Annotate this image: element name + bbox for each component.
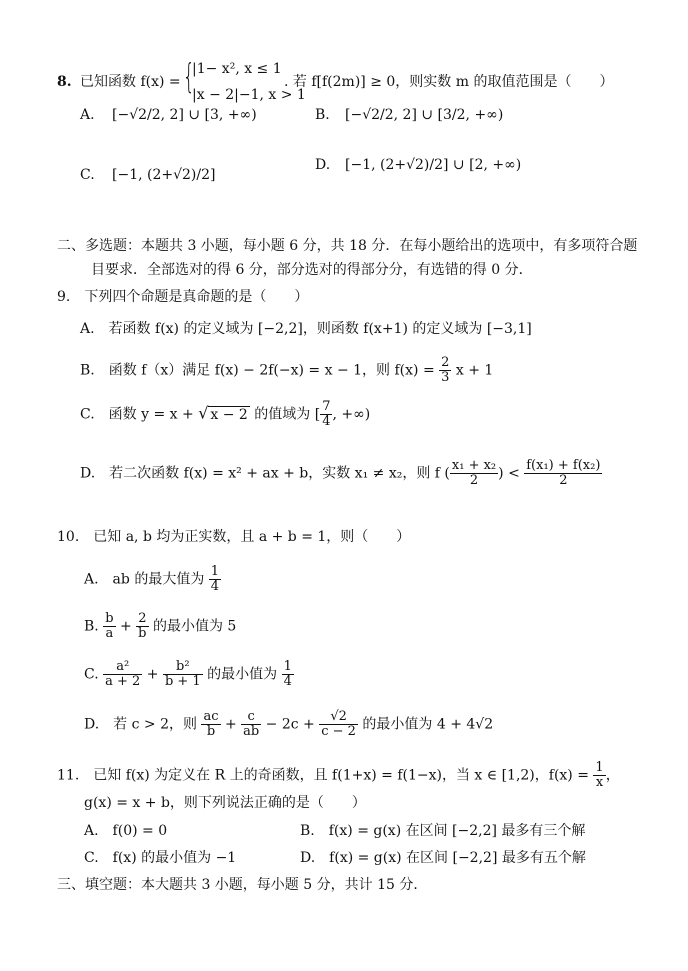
- q9-b-fraction: [439, 356, 451, 385]
- q9-d-prefix: D. 若二次函数 f(x) = x² + ax + b，实数 x₁ ≠ x₂，则 f: [80, 465, 440, 482]
- q10-c-frac2-den: b + 1: [164, 674, 201, 689]
- q8-case-brace: {: [182, 57, 195, 97]
- q11-stem-end: ，: [605, 767, 620, 784]
- q10-option-d: [84, 710, 493, 739]
- q10-b-fraction2: [136, 612, 148, 641]
- q9-d-less-than: <: [508, 465, 520, 482]
- q10-d-middle: − 2c +: [265, 716, 315, 733]
- q11-option-d: D. f(x) = g(x) 在区间 [−2,2] 最多有五个解: [300, 850, 586, 866]
- q9-c-frac-den: 4: [322, 414, 331, 429]
- q9-d-frac1-den: 2: [450, 473, 498, 488]
- section2-heading-line2: 目要求．全部选对的得 6 分，部分选对的得部分分，有选错的得 0 分．: [91, 262, 533, 278]
- q9-stem: 9. 下列四个命题是真命题的是（ ）: [57, 289, 309, 305]
- q10-b-suffix: 的最小值为 5: [152, 618, 237, 635]
- q10-c-fraction1: [103, 660, 142, 689]
- q10-c-fraction2: [163, 660, 203, 689]
- q9-c-radicand: x − 2: [210, 406, 248, 423]
- q10-c-frac2-num: b²: [176, 659, 190, 674]
- q10-d-frac2-num: c: [247, 709, 255, 724]
- q10-a-frac-den: 4: [210, 579, 220, 594]
- q9-option-d: [80, 459, 602, 488]
- q10-b-frac2-den: b: [138, 626, 147, 641]
- q9-d-frac1-num: x₁ + x₂: [451, 458, 497, 473]
- q9-d-frac2-den: 2: [524, 473, 602, 488]
- q10-c-fraction3: [282, 660, 294, 689]
- q11-option-b: B. f(x) = g(x) 在区间 [−2,2] 最多有三个解: [300, 823, 586, 839]
- q9-c-bracket: [: [314, 406, 321, 423]
- q10-c-frac3-num: 1: [283, 659, 292, 674]
- q9-option-b: [80, 356, 493, 385]
- q9-c-fraction: [320, 400, 332, 429]
- q9-d-paren-open: (: [444, 465, 450, 482]
- section2-heading-line1: 二、多选题：本题共 3 小题，每小题 6 分，共 18 分．在每小题给出的选项中，有多项符合题: [57, 238, 638, 254]
- q9-d-paren-close: ): [498, 465, 504, 482]
- q10-d-frac1-num: ac: [203, 709, 219, 724]
- q10-stem: 10. 已知 a, b 均为正实数，且 a + b = 1，则（ ）: [57, 529, 411, 545]
- q10-a-frac-num: 1: [210, 564, 220, 579]
- q9-c-middle: 的值域为: [254, 406, 311, 423]
- q11-stem-line2: g(x) = x + b，则下列说法正确的是（ ）: [84, 795, 366, 811]
- q10-b-fraction1: [103, 612, 115, 641]
- q10-option-b: [84, 612, 236, 641]
- q10-d-frac1-den: b: [201, 724, 220, 739]
- q10-c-middle: 的最小值为: [207, 666, 278, 683]
- q10-a-fraction: [209, 565, 221, 594]
- q8-option-d-label: D.: [315, 157, 331, 173]
- q10-option-a: [84, 565, 221, 594]
- q10-d-fraction2: [241, 710, 261, 739]
- q9-d-frac2-num: f(x₁) + f(x₂): [526, 458, 601, 473]
- q8-option-a-label: A.: [80, 107, 95, 123]
- q10-d-fraction1: [201, 710, 220, 739]
- q11-option-c: C. f(x) 的最小值为 −1: [84, 850, 237, 866]
- q8-option-c-label: C.: [80, 167, 95, 183]
- q10-b-plus: +: [119, 618, 132, 635]
- q10-a-prefix: A. ab 的最大值为: [84, 571, 205, 588]
- q8-case2: |x − 2|−1, x > 1: [192, 87, 306, 103]
- q10-d-frac2-den: ab: [243, 724, 260, 739]
- q11-fraction: [593, 761, 605, 790]
- q10-c-frac3-den: 4: [283, 674, 292, 689]
- q10-c-plus: +: [146, 666, 159, 683]
- q9-d-fraction1: [450, 459, 498, 488]
- q10-c-frac1-den: a + 2: [105, 674, 141, 689]
- q8-stem-start: 已知函数 f(x) =: [80, 74, 181, 90]
- q9-d-fraction2: [524, 459, 602, 488]
- q10-b-frac2-num: 2: [138, 611, 147, 626]
- q9-b-suffix: x + 1: [455, 362, 494, 379]
- q10-d-fraction3: [319, 710, 358, 739]
- q9-c-frac-num: 7: [322, 399, 331, 414]
- q10-d-frac3-den: c − 2: [321, 724, 356, 739]
- sqrt-icon: √: [198, 403, 209, 423]
- q8-option-b-text: [−√2/2, 2] ∪ [3/2, +∞): [345, 107, 504, 123]
- q11-option-a: A. f(0) = 0: [84, 823, 168, 839]
- q10-b-frac1-num: b: [105, 611, 114, 626]
- q9-option-a: A. 若函数 f(x) 的定义域为 [−2,2]，则函数 f(x+1) 的定义域为 [−3,1]: [80, 321, 532, 337]
- q10-d-plus: +: [224, 716, 237, 733]
- q10-b-frac1-den: a: [103, 626, 115, 641]
- q10-c-prefix: C.: [84, 666, 99, 683]
- q9-option-c: [80, 400, 370, 429]
- q9-c-suffix: , +∞): [332, 406, 371, 423]
- q8-option-b-label: B.: [315, 107, 330, 123]
- q8-case1: |1− x², x ≤ 1: [192, 61, 282, 77]
- q9-b-prefix: B. 函数 f（x）满足 f(x) − 2f(−x) = x − 1，则 f(x) =: [80, 362, 435, 379]
- q10-c-frac1-num: a²: [116, 659, 130, 674]
- q9-b-frac-num: 2: [441, 355, 450, 370]
- q8-option-d-text: [−1, (2+√2)/2] ∪ [2, +∞): [345, 157, 522, 173]
- q8-option-a-text: [−√2/2, 2] ∪ [3, +∞): [112, 107, 257, 123]
- q8-option-c-text: [−1, (2+√2)/2]: [112, 167, 216, 183]
- q10-d-suffix: 的最小值为 4 + 4√2: [362, 716, 494, 733]
- q11-frac-den: x: [593, 775, 605, 790]
- q10-d-frac3-num: √2: [330, 709, 347, 724]
- q11-stem-text: 11. 已知 f(x) 为定义在 R 上的奇函数，且 f(1+x) = f(1−x)，当 x ∈ [1,2)，f(x) =: [57, 767, 589, 784]
- section3-heading: 三、填空题：本大题共 3 小题，每小题 5 分，共计 15 分．: [57, 877, 428, 893]
- q10-d-prefix: D. 若 c > 2，则: [84, 716, 198, 733]
- q8-stem-end: . 若 f[f(2m)] ≥ 0，则实数 m 的取值范围是（ ）: [284, 74, 614, 90]
- q9-c-prefix: C. 函数 y = x +: [80, 406, 194, 423]
- q8-number: 8.: [57, 74, 72, 90]
- q11-stem: [57, 761, 620, 790]
- q11-frac-num: 1: [595, 760, 604, 775]
- q10-b-prefix: B.: [84, 618, 99, 635]
- q9-b-frac-den: 3: [441, 370, 450, 385]
- q10-option-c: [84, 660, 294, 689]
